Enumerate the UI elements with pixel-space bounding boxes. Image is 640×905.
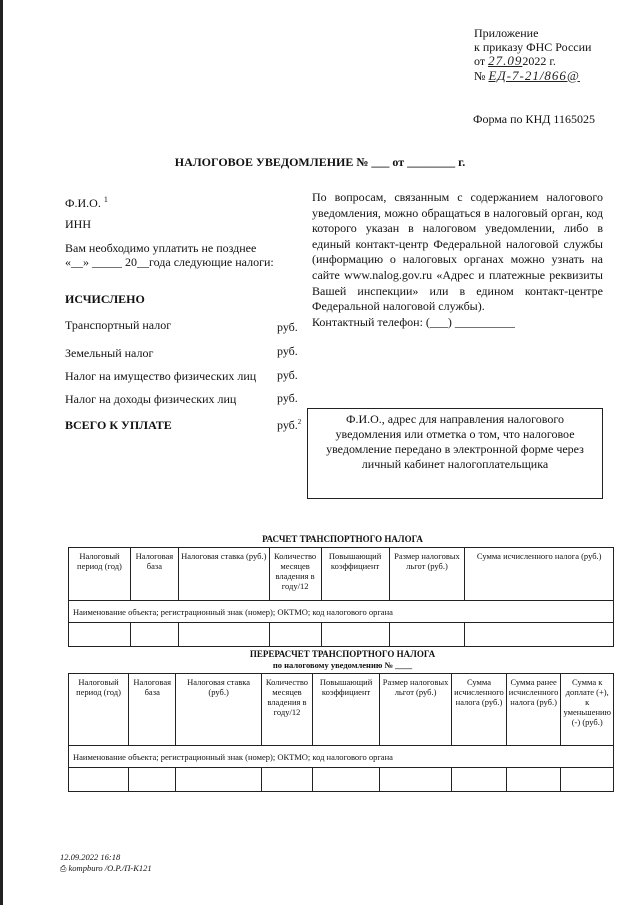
info-block — [312, 190, 603, 330]
recalc-data-cell — [176, 768, 261, 792]
printer-icon: ⎙ — [60, 864, 67, 873]
appendix-line-1: Приложение — [474, 26, 539, 40]
calc-header-row — [69, 548, 614, 601]
appendix-date-suffix: 2022 г. — [522, 54, 556, 68]
tax-property: Налог на имущество физических лиц — [65, 369, 257, 383]
appendix-date-prefix: от — [474, 54, 486, 68]
total-rub: руб.$^2$ — [277, 418, 302, 432]
appendix-number-handwritten: ЕД-7-21/866@ — [488, 67, 580, 83]
footer — [60, 852, 152, 874]
calc-header-cell: Сумма исчисленного налога (руб.) — [465, 548, 614, 601]
tax-income: Налог на доходы физических лиц — [65, 392, 237, 406]
recalc-data-cell — [69, 768, 129, 792]
form-code: Форма по КНД 1165025 — [473, 112, 595, 126]
recalc-header-cell: Сумма ранее исчисленного налога (руб.) — [506, 674, 561, 746]
recalc-header-cell: Сумма к доплате (+), к уменьшению (-) (руб.) — [561, 674, 614, 746]
recalc-data-cell — [452, 768, 507, 792]
appendix-block — [474, 27, 591, 83]
total-footnote: 2 — [297, 418, 302, 426]
calc-header-cell: Повышающий коэффициент — [321, 548, 389, 601]
footer-timestamp: 12.09.2022 16:18 — [60, 852, 121, 862]
calc-data-cell — [130, 623, 178, 647]
calc-data-cell — [178, 623, 269, 647]
recalc-data-row — [69, 768, 614, 792]
recalc-data-cell — [313, 768, 380, 792]
info-text: По вопросам, связанным с содержанием налогового уведомления, можно обращаться в налоговый орган, код которого указан в налоговом уведомлении, либо в единый контакт-центр Федеральной налоговой службы (информацию о налоговых органах можно узнать на сайте www.nalog.gov.ru «Адрес и платежные реквизиты Вашей инспекции» или в едином контакт-центре Федеральной налоговой службы). — [312, 190, 603, 314]
calc-table — [68, 547, 614, 647]
tax-land: Земельный налог — [65, 346, 154, 360]
fio-footnote: 1 — [103, 195, 108, 204]
address-box: Ф.И.О., адрес для направления налогового уведомления или отметка о том, что налоговое уведомление передано в электронной форме через личный кабинет налогоплательщика — [307, 408, 603, 499]
recalc-header-row — [69, 674, 614, 746]
recalc-header-cell: Налоговый период (год) — [69, 674, 129, 746]
recalc-title: ПЕРЕРАСЧЕТ ТРАНСПОРТНОГО НАЛОГА — [249, 649, 436, 659]
calc-data-cell — [69, 623, 131, 647]
calc-header-cell: Размер налоговых льгот (руб.) — [389, 548, 465, 601]
tax-income-rub: руб. — [277, 391, 298, 405]
calc-data-cell — [389, 623, 465, 647]
calc-header-cell: Количество месяцев владения в году/12 — [269, 548, 321, 601]
recalc-subtitle: по налоговому уведомлению № ____ — [272, 660, 413, 670]
footer-source: ⎙ kompburo /О.Р./П-К121 — [60, 863, 152, 873]
recalc-object-row — [69, 746, 614, 768]
tax-transport-rub: руб. — [277, 320, 298, 334]
calculated-heading: ИСЧИСЛЕНО — [65, 292, 145, 306]
pay-deadline-line-2: «__» _____ 20__года следующие налоги: — [65, 255, 274, 269]
recalc-data-cell — [561, 768, 614, 792]
appendix-line-3 — [474, 54, 591, 69]
calc-title: РАСЧЕТ ТРАНСПОРТНОГО НАЛОГА — [262, 534, 423, 544]
appendix-line-4 — [474, 69, 591, 84]
calc-data-row — [69, 623, 614, 647]
appendix-number-prefix: № — [474, 68, 486, 83]
recalc-header-cell: Повышающий коэффициент — [313, 674, 380, 746]
recalc-data-cell — [261, 768, 312, 792]
recalc-data-cell — [379, 768, 451, 792]
recalc-table — [68, 673, 614, 792]
inn-label: ИНН — [65, 217, 91, 231]
tax-transport: Транспортный налог — [65, 318, 172, 332]
calc-data-cell — [269, 623, 321, 647]
contact-phone: Контактный телефон: (___) __________ — [312, 314, 515, 329]
recalc-header-cell: Размер налоговых льгот (руб.) — [379, 674, 451, 746]
recalc-header-cell: Количество месяцев владения в году/12 — [261, 674, 312, 746]
total-heading: ВСЕГО К УПЛАТЕ — [65, 418, 172, 432]
recalc-header-cell: Налоговая база — [129, 674, 176, 746]
appendix-date-handwritten: 27.09 — [488, 53, 523, 68]
recalc-object-cell: Наименование объекта; регистрационный знак (номер); ОКТМО; код налогового органа — [69, 746, 614, 768]
document-title: НАЛОГОВОЕ УВЕДОМЛЕНИЕ № ___ от ________ г. — [174, 155, 466, 169]
recalc-data-cell — [129, 768, 176, 792]
fio-label: Ф.И.О. $^1$ — [65, 195, 108, 210]
scan-edge-line — [0, 0, 3, 905]
tax-property-rub: руб. — [277, 368, 298, 382]
appendix-line-2: к приказу ФНС России — [474, 39, 592, 54]
calc-object-cell: Наименование объекта; регистрационный знак (номер); ОКТМО; код налогового органа — [69, 601, 614, 623]
calc-header-cell: Налоговая ставка (руб.) — [178, 548, 269, 601]
recalc-header-cell: Налоговая ставка (руб.) — [176, 674, 261, 746]
tax-land-rub: руб. — [277, 344, 298, 358]
pay-deadline-line-1: Вам необходимо уплатить не позднее — [65, 241, 257, 255]
recalc-header-cell: Сумма исчисленного налога (руб.) — [452, 674, 507, 746]
calc-data-cell — [465, 623, 614, 647]
recalc-data-cell — [506, 768, 561, 792]
calc-object-row — [69, 601, 614, 623]
calc-header-cell: Налоговый период (год) — [69, 548, 131, 601]
calc-header-cell: Налоговая база — [130, 548, 178, 601]
calc-data-cell — [321, 623, 389, 647]
